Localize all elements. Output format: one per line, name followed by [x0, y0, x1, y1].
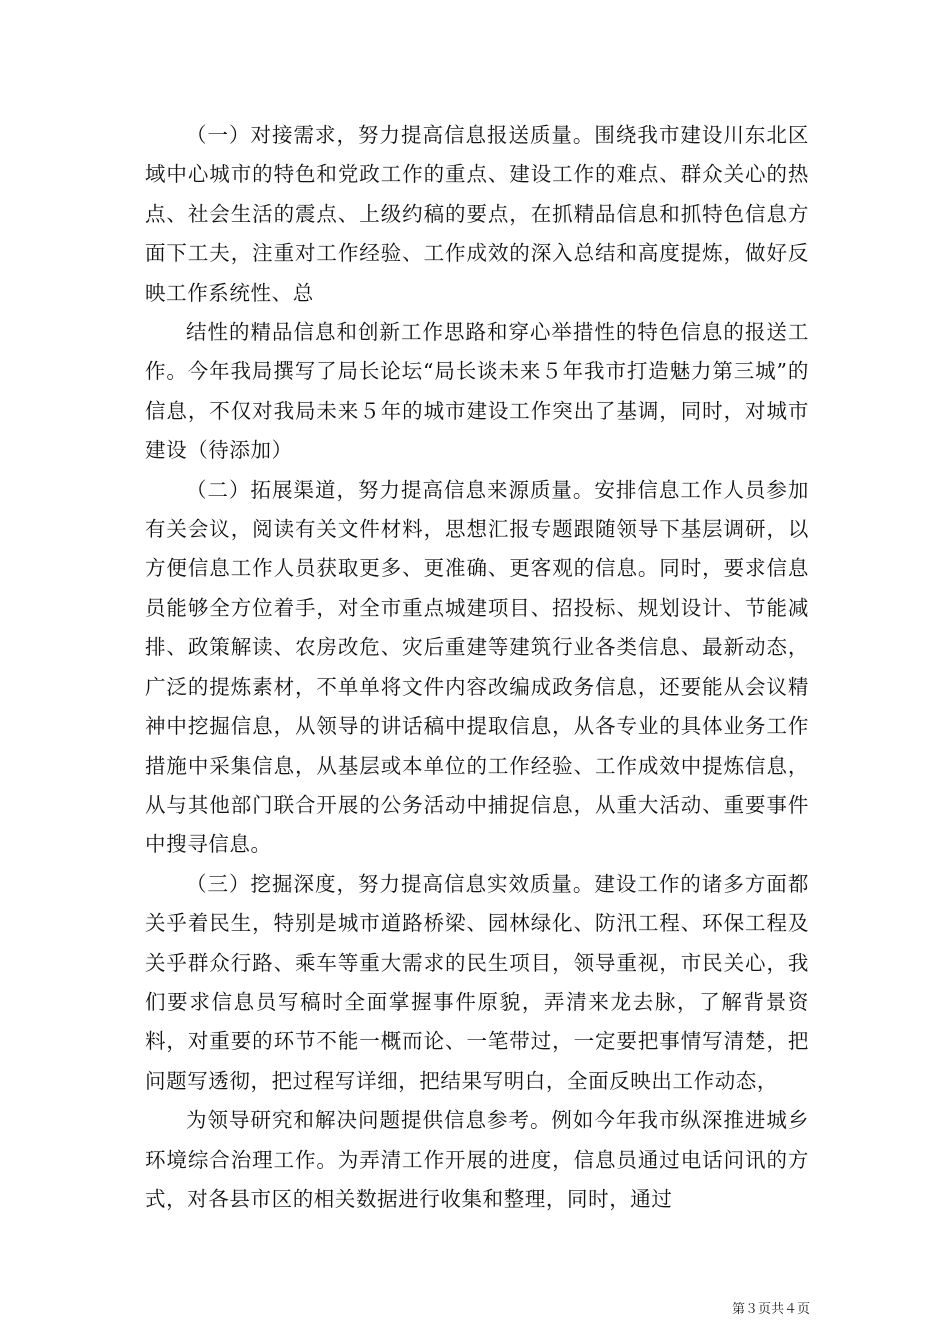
paragraph-1: （一）对接需求，努力提高信息报送质量。围绕我市建设川东北区域中心城市的特色和党政工作的重点、建设工作的难点、群众关心的热点、社会生活的震点、上级约稿的要点，在抓精品信息和抓特色信息方面下工夫，注重对工作经验、工作成效的深入总结和高度提炼，做好反映工作系统性、总	[145, 123, 809, 305]
paragraph-5: 为领导研究和解决问题提供信息参考。例如今年我市纵深推进城乡环境综合治理工作。为弄清工作开展的进度，信息员通过电话问讯的方式，对各县市区的相关数据进行收集和整理，同时，通过	[145, 1108, 809, 1211]
paragraph-4: （三）挖掘深度，努力提高信息实效质量。建设工作的诸多方面都关乎着民生，特别是城市道路桥梁、园林绿化、防汛工程、环保工程及关乎群众行路、乘车等重大需求的民生项目，领导重视，市民关心，我们要求信息员写稿时全面掌握事件原貌，弄清来龙去脉，了解背景资料，对重要的环节不能一概而论、一笔带过，一定要把事情写清楚，把问题写透彻，把过程写详细，把结果写明白，全面反映出工作动态，	[145, 871, 809, 1093]
page-number-footer: 第３页共４页	[731, 1302, 810, 1317]
paragraph-3: （二）拓展渠道，努力提高信息来源质量。安排信息工作人员参加有关会议，阅读有关文件材料，思想汇报专题跟随领导下基层调研，以方便信息工作人员获取更多、更准确、更客观的信息。同时，要求信息员能够全方位着手，对全市重点城建项目、招投标、规划设计、节能减排、政策解读、农房改危、灾后重建等建筑行业各类信息、最新动态，广泛的提炼素材，不单单将文件内容改编成政务信息，还要能从会议精神中挖掘信息，从领导的讲话稿中提取信息，从各专业的具体业务工作措施中采集信息，从基层或本单位的工作经验、工作成效中提炼信息，从与其他部门联合开展的公务活动中捕捉信息，从重大活动、重要事件中搜寻信息。	[145, 477, 809, 857]
paragraph-2: 结性的精品信息和创新工作思路和穿心举措性的特色信息的报送工作。今年我局撰写了局长论坛“局长谈未来５年我市打造魅力第三城”的信息，不仅对我局未来５年的城市建设工作突出了基调，同时，对城市建设（待添加）	[145, 320, 809, 463]
document-body	[145, 116, 809, 1219]
